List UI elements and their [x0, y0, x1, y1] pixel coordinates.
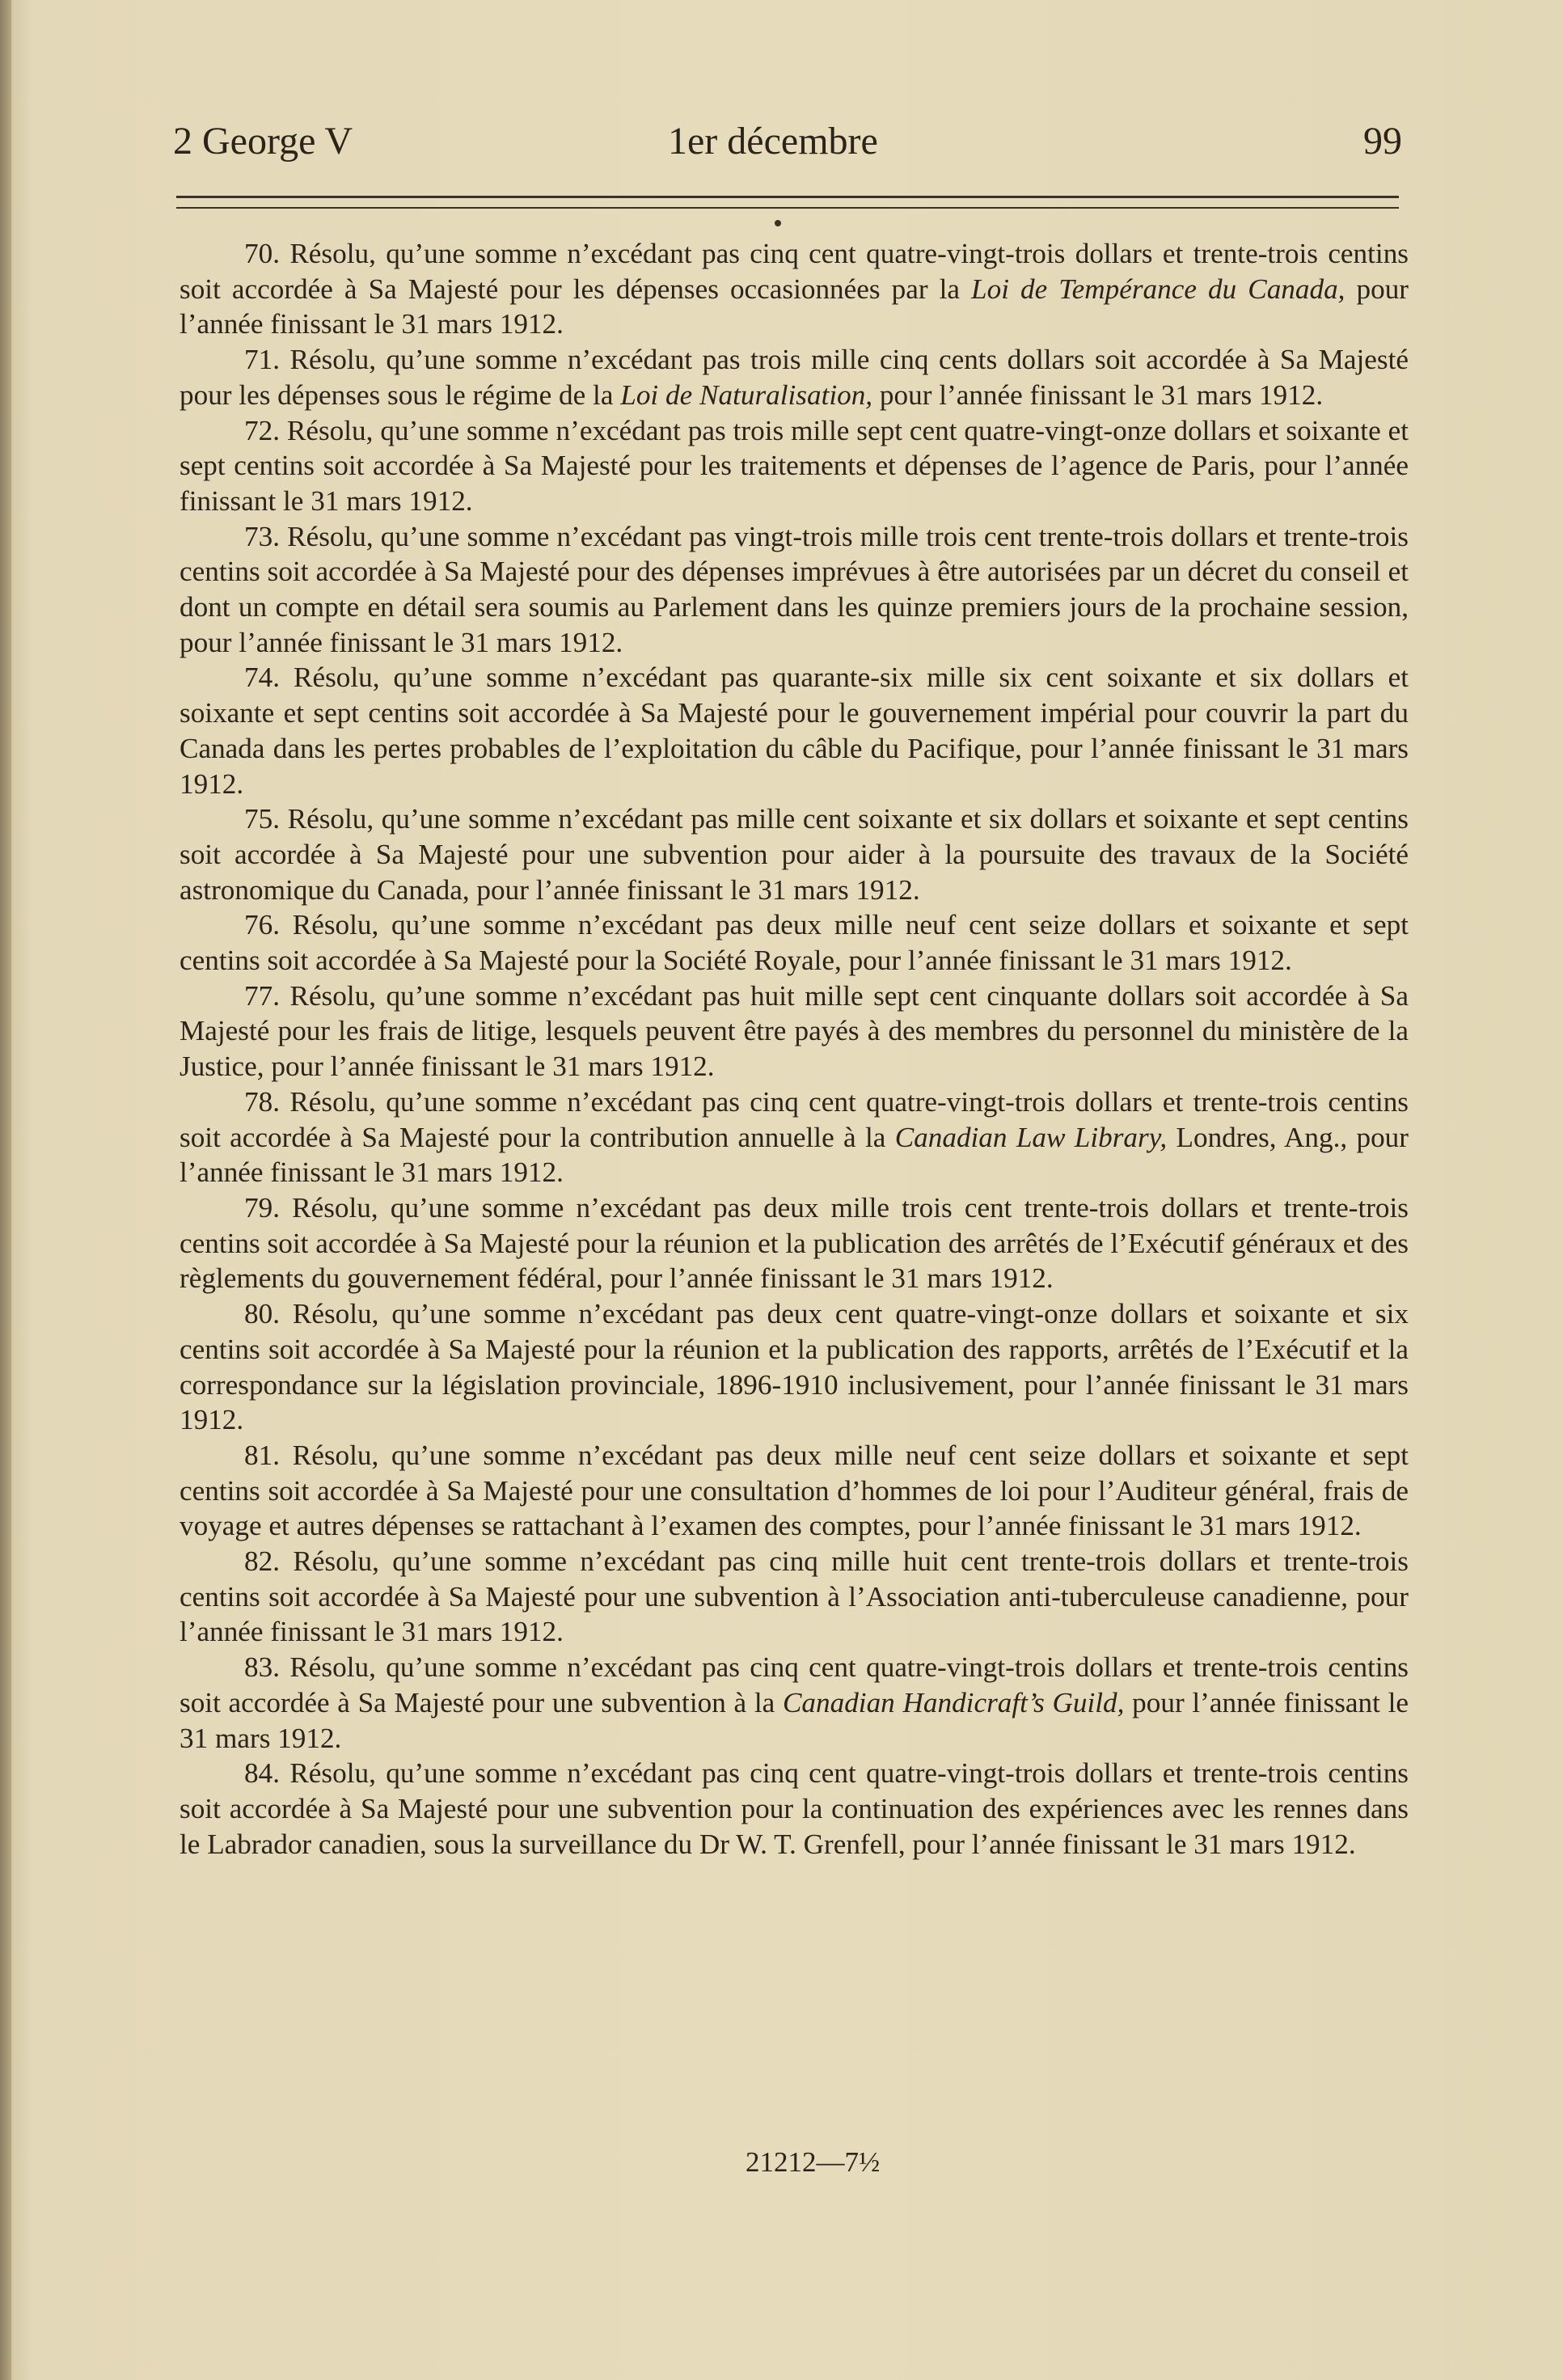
resolution-paragraph: 73. Résolu, qu’une somme n’excédant pas vingt-trois mille trois cent trente-trois dollars et trente-trois centins soit accordée à Sa Majesté pour des dépenses imprévues à être autorisées par un décret du conseil et dont un compte en détail sera soumis au Parlement dans les quinze premiers jours de la prochaine session, pour l’année finissant le 31 mars 1912.	[180, 520, 1409, 658]
resolution-paragraph: 83. Résolu, qu’une somme n’excédant pas cinq cent quatre-vingt-trois dollars et trente-trois centins soit accordée à Sa Majesté pour une subvention à la Canadian Handicraft’s Guild, pour l’année finissant le 31 mars 1912.	[180, 1651, 1409, 1754]
header-rule-top	[176, 196, 1399, 198]
page-binding-edge	[0, 0, 11, 2380]
resolution-paragraph: 70. Résolu, qu’une somme n’excédant pas cinq cent quatre-vingt-trois dollars et trente-trois centins soit accordée à Sa Majesté pour les dépenses occasionnées par la Loi de Tempérance du Canada, pour l’année finissant le 31 mars 1912.	[180, 238, 1409, 340]
resolution-paragraph: 77. Résolu, qu’une somme n’excédant pas huit mille sept cent cinquante dollars soit accordée à Sa Majesté pour les frais de litige, lesquels peuvent être payés à des membres du personnel du ministère de la Justice, pour l’année finissant le 31 mars 1912.	[180, 979, 1409, 1083]
resolution-paragraph: 74. Résolu, qu’une somme n’excédant pas quarante-six mille six cent soixante et six dollars et soixante et sept centins soit accordée à Sa Majesté pour le gouvernement impérial pour couvrir la part du Canada dans les pertes probables de l’exploitation du câble du Pacifique, pour l’année finissant le 31 mars 1912.	[180, 662, 1409, 800]
resolution-paragraph: 72. Résolu, qu’une somme n’excédant pas trois mille sept cent quatre-vingt-onze dollars et soixante et sept centins soit accordée à Sa Majesté pour les traitements et dépenses de l’agence de Paris, pour l’année finissant le 31 mars 1912.	[180, 414, 1409, 517]
resolutions-body	[180, 236, 1409, 1862]
page-number: 99	[1363, 120, 1402, 163]
resolution-paragraph: 79. Résolu, qu’une somme n’excédant pas deux mille trois cent trente-trois dollars et trente-trois centins soit accordée à Sa Majesté pour la réunion et la publication des arrêtés de l’Exécutif généraux et des règlements du gouvernement fédéral, pour l’année finissant le 31 mars 1912.	[180, 1191, 1409, 1295]
resolution-paragraph: 80. Résolu, qu’une somme n’excédant pas deux cent quatre-vingt-onze dollars et soixante et six centins soit accordée à Sa Majesté pour la réunion et la publication des rapports, arrêtés de l’Exécutif et la correspondance sur la législation provinciale, 1896-1910 inclusivement, pour l’année finissant le 31 mars 1912.	[180, 1298, 1409, 1436]
header-rule-bottom	[176, 207, 1399, 209]
header-ornament-dot	[775, 220, 781, 226]
resolution-paragraph: 71. Résolu, qu’une somme n’excédant pas trois mille cinq cents dollars soit accordée à Sa Majesté pour les dépenses sous le régime de la Loi de Naturalisation, pour l’année finissant le 31 mars 1912.	[180, 344, 1409, 411]
printer-signature-mark: 21212—7½	[746, 2146, 881, 2178]
header-date: 1er décembre	[668, 120, 878, 163]
resolution-paragraph: 78. Résolu, qu’une somme n’excédant pas cinq cent quatre-vingt-trois dollars et trente-trois centins soit accordée à Sa Majesté pour la contribution annuelle à la Canadian Law Library, Londres, Ang., pour l’année finissant le 31 mars 1912.	[180, 1085, 1409, 1189]
resolution-paragraph: 76. Résolu, qu’une somme n’excédant pas deux mille neuf cent seize dollars et soixante et sept centins soit accordée à Sa Majesté pour la Société Royale, pour l’année finissant le 31 mars 1912.	[180, 909, 1409, 977]
header-regnal-year: 2 George V	[173, 120, 353, 163]
resolution-paragraph: 75. Résolu, qu’une somme n’excédant pas mille cent soixante et six dollars et soixante et sept centins soit accordée à Sa Majesté pour une subvention pour aider à la poursuite des travaux de la Société astronomique du Canada, pour l’année finissant le 31 mars 1912.	[180, 803, 1409, 906]
resolution-paragraph: 82. Résolu, qu’une somme n’excédant pas cinq mille huit cent trente-trois dollars et trente-trois centins soit accordée à Sa Majesté pour une subvention à l’Association anti-tuberculeuse canadienne, pour l’année finissant le 31 mars 1912.	[180, 1545, 1409, 1648]
resolution-paragraph: 81. Résolu, qu’une somme n’excédant pas deux mille neuf cent seize dollars et soixante et sept centins soit accordée à Sa Majesté pour une consultation d’hommes de loi pour l’Auditeur général, frais de voyage et autres dépenses se rattachant à l’examen des comptes, pour l’année finissant le 31 mars 1912.	[180, 1439, 1409, 1542]
resolution-paragraph: 84. Résolu, qu’une somme n’excédant pas cinq cent quatre-vingt-trois dollars et trente-trois centins soit accordée à Sa Majesté pour une subvention pour la continuation des expériences avec les rennes dans le Labrador canadien, sous la surveillance du Dr W. T. Grenfell, pour l’année finissant le 31 mars 1912.	[180, 1757, 1409, 1860]
page-header	[173, 113, 1402, 170]
